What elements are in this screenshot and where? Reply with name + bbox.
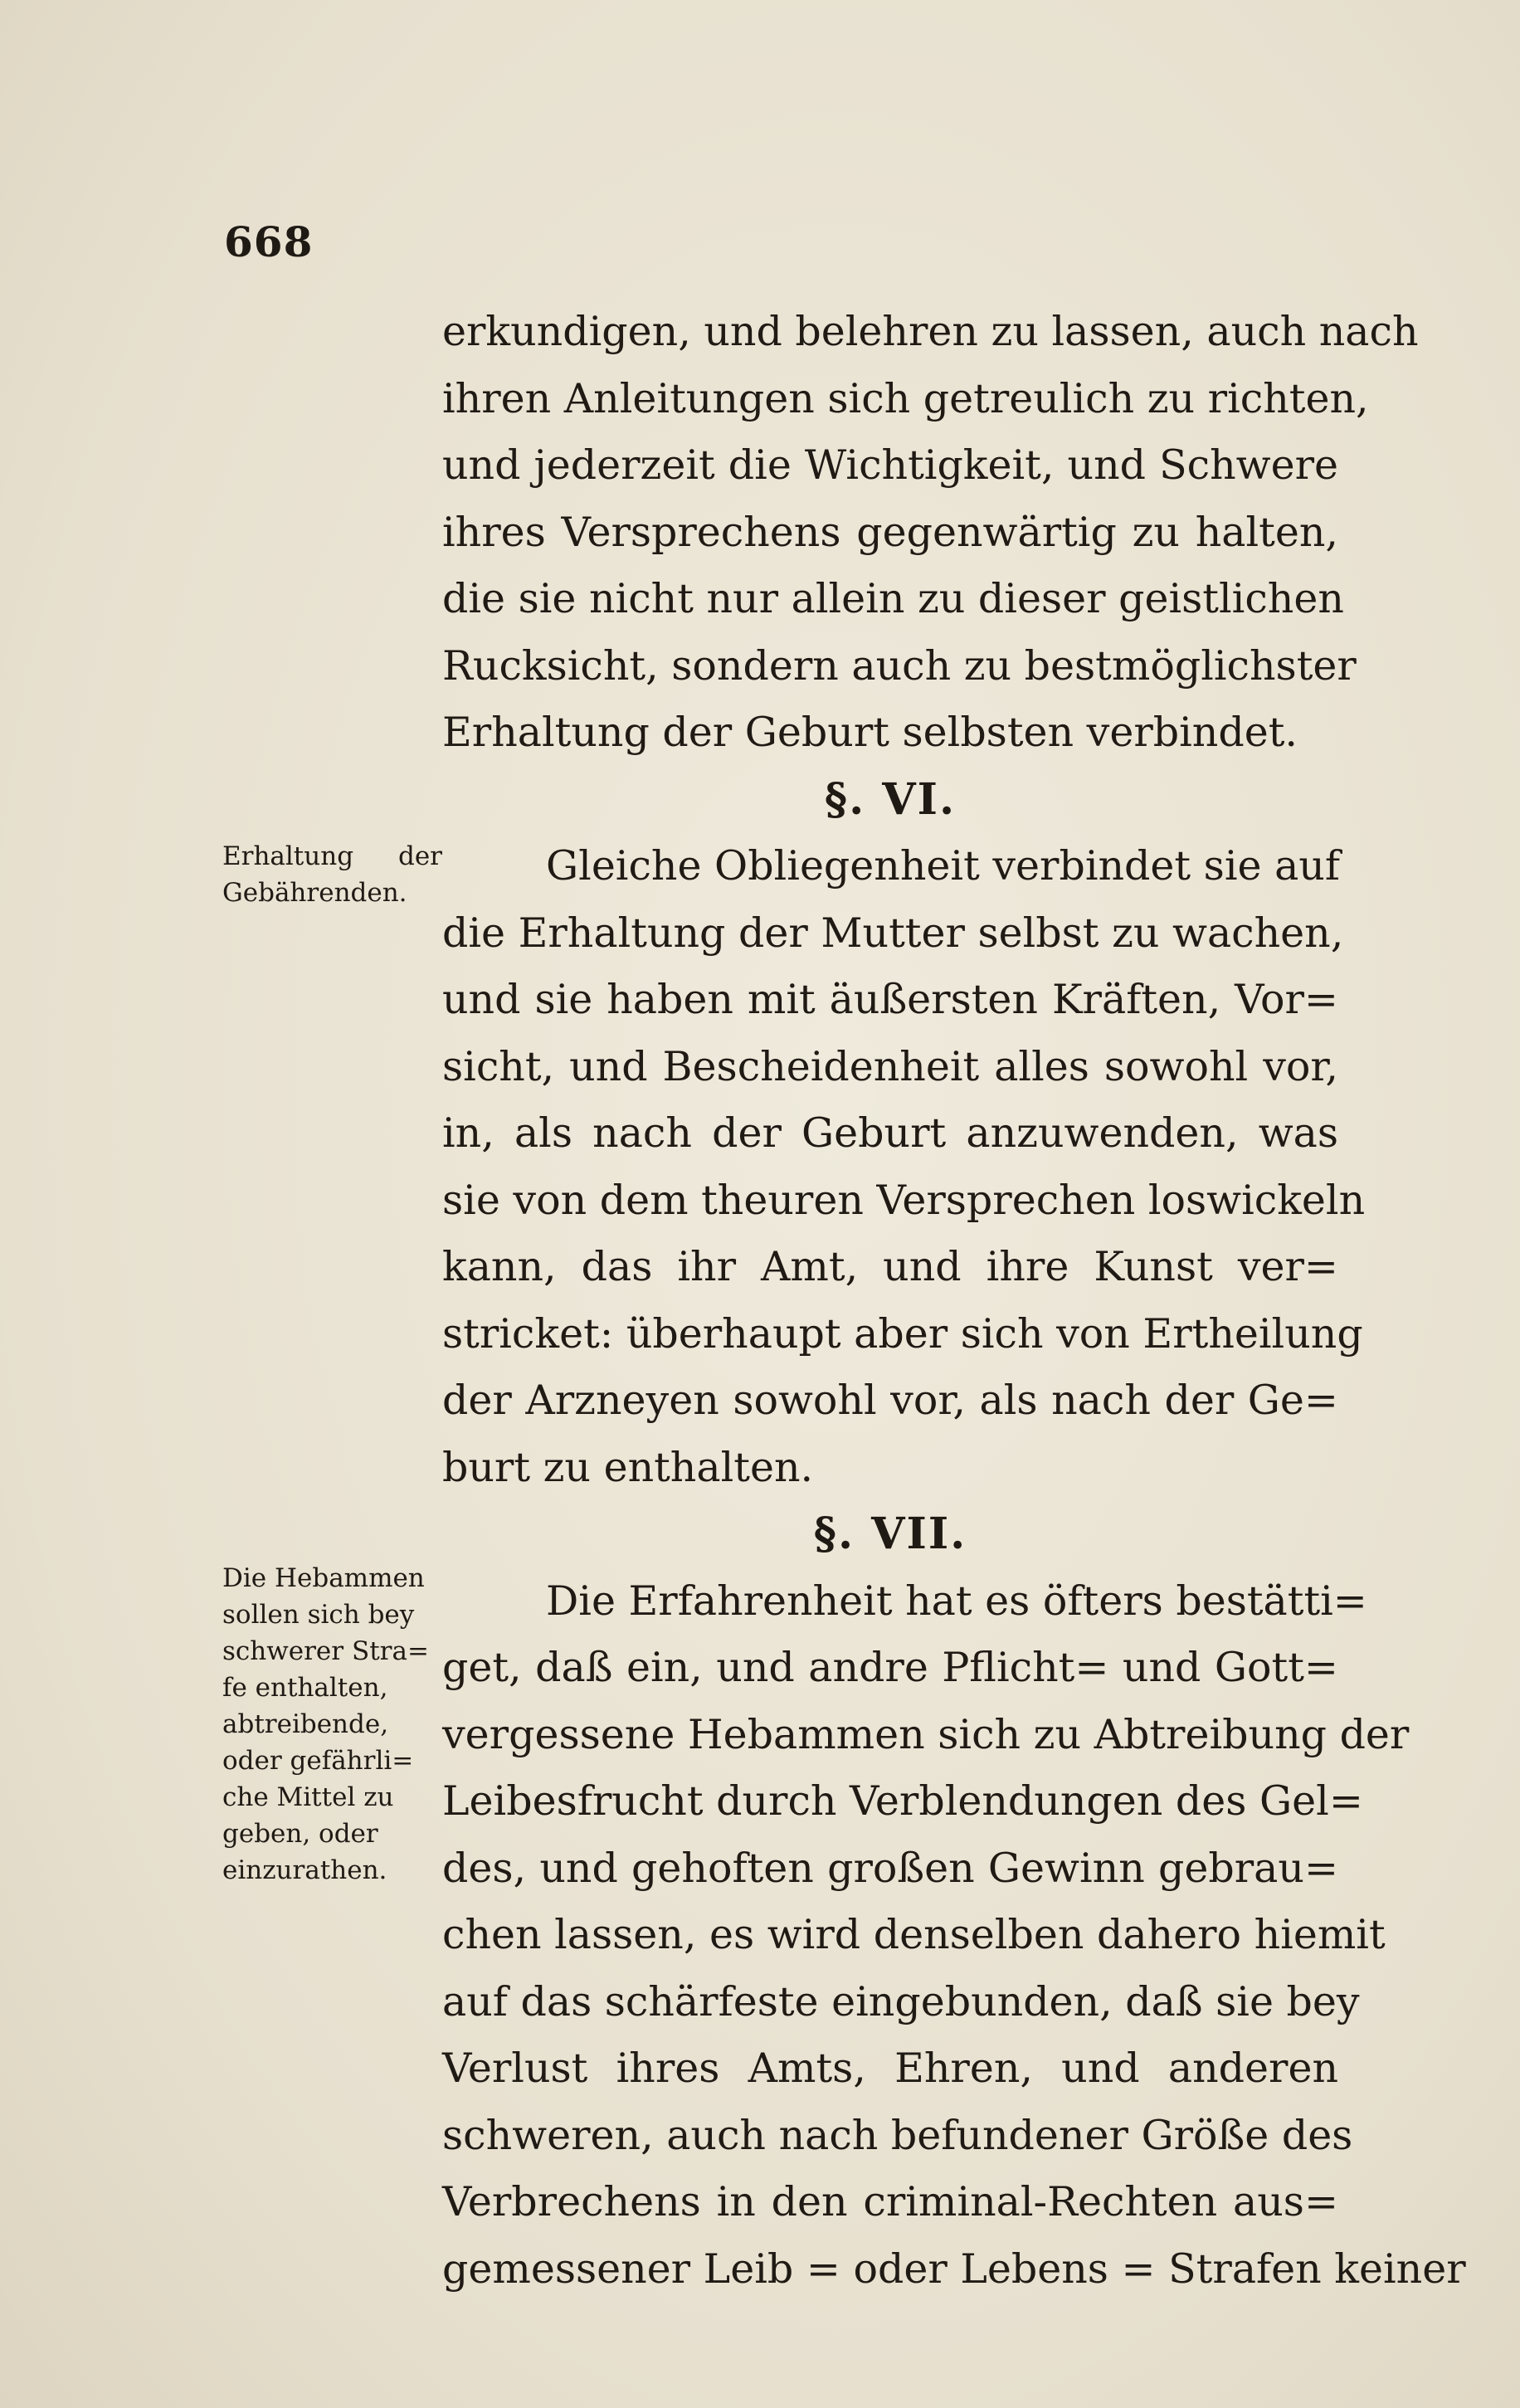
marginal-note-vii [222, 1560, 442, 1889]
marginal-note-vi [222, 838, 442, 911]
body-line: die sie nicht nur allein zu dieser geistlichen [442, 575, 1344, 622]
body-line: und sie haben mit äußersten Kräften, Vor= [442, 976, 1338, 1023]
body-line: in, als nach der Geburt anzuwenden, was [442, 1109, 1338, 1157]
marginal-line: oder gefährli= [222, 1746, 414, 1776]
body-line: Leibesfrucht durch Verblendungen des Gel= [442, 1777, 1363, 1825]
marginal-line: einzurathen. [222, 1855, 387, 1885]
body-line: burt zu enthalten. [442, 1443, 814, 1491]
body-line: get, daß ein, und andre Pflicht= und Gott= [442, 1644, 1338, 1691]
body-line: vergessene Hebammen sich zu Abtreibung der [442, 1710, 1410, 1758]
page-number: 668 [224, 217, 314, 266]
body-line: kann, das ihr Amt, und ihre Kunst ver= [442, 1243, 1338, 1290]
body-line: sicht, und Bescheidenheit alles sowohl vor, [442, 1042, 1338, 1090]
body-line: stricket: überhaupt aber sich von Ertheilung [442, 1309, 1363, 1358]
body-line: chen lassen, es wird denselben dahero hiemit [442, 1911, 1386, 1958]
marginal-line: fe enthalten, [222, 1673, 388, 1703]
body-line: und jederzeit die Wichtigkeit, und Schwere [442, 441, 1338, 489]
body-line: die Erhaltung der Mutter selbst zu wachen, [442, 909, 1344, 957]
marginal-line: Die Hebammen [222, 1563, 425, 1593]
body-line: sie von dem theuren Versprechen loswickeln [442, 1176, 1366, 1224]
body-line: Erhaltung der Geburt selbsten verbindet. [442, 709, 1298, 756]
marginal-line: abtreibende, [222, 1709, 389, 1739]
body-line: ihren Anleitungen sich getreulich zu richten, [442, 374, 1369, 422]
body-line: Verlust ihres Amts, Ehren, und anderen [442, 2045, 1338, 2092]
section-heading-vii: §. VII. [813, 1509, 967, 1559]
marginal-line: Erhaltung der [222, 841, 442, 871]
body-line: ihres Versprechens gegenwärtig zu halten, [442, 508, 1338, 556]
marginal-line: schwerer Stra= [222, 1636, 429, 1666]
marginal-line: sollen sich bey [222, 1600, 415, 1630]
marginal-line: geben, oder [222, 1819, 378, 1849]
paragraph-first-line: Gleiche Obliegenheit verbindet sie auf [546, 842, 1340, 890]
body-line: Verbrechens in den criminal-Rechten aus= [442, 2178, 1338, 2225]
marginal-line: Gebährenden. [222, 878, 407, 908]
body-line: erkundigen, und belehren zu lassen, auch nach [442, 308, 1419, 355]
section-heading-vi: §. VI. [824, 773, 957, 825]
body-line: des, und gehoften großen Gewinn gebrau= [442, 1844, 1338, 1892]
body-line: Rucksicht, sondern auch zu bestmöglichster [442, 641, 1357, 690]
body-line: schweren, auch nach befundener Größe des [442, 2111, 1353, 2159]
body-line: der Arzneyen sowohl vor, als nach der Ge= [442, 1377, 1338, 1424]
main-text-column [442, 299, 1466, 2303]
body-line: auf das schärfeste eingebunden, daß sie bey [442, 1977, 1360, 2025]
marginal-line: che Mittel zu [222, 1782, 394, 1812]
paragraph-first-line: Die Erfahrenheit hat es öfters bestätti= [546, 1577, 1367, 1625]
body-line: gemessener Leib = oder Lebens = Strafen keiner [442, 2245, 1466, 2293]
